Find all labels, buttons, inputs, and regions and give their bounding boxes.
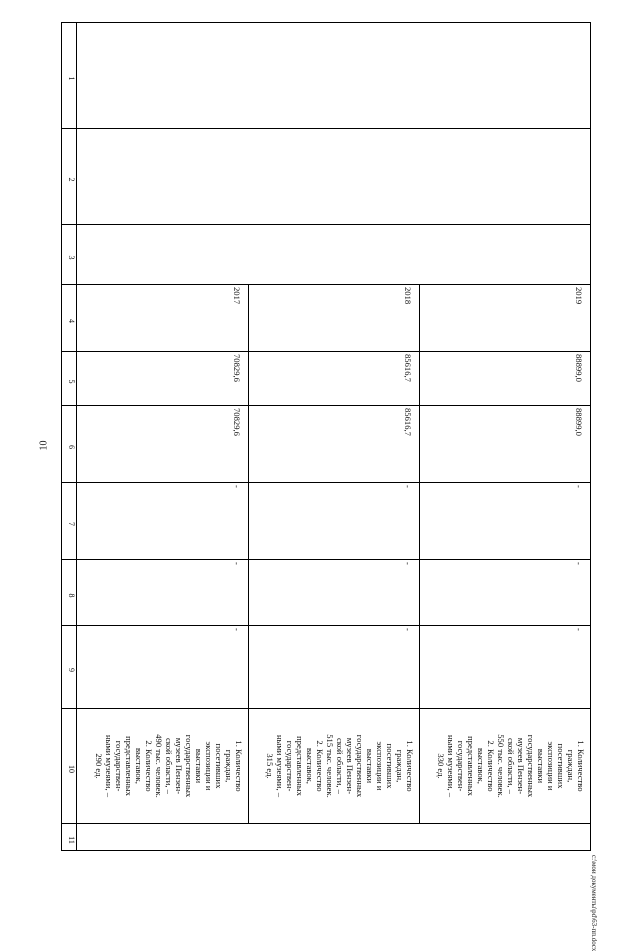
column-7-cell-text: - <box>232 485 242 488</box>
column-9-cell <box>421 628 588 707</box>
funding-total-cell <box>421 354 588 404</box>
table-rule-vertical <box>248 284 249 823</box>
indicator-line: ными музеями, – <box>104 734 114 798</box>
table-rule-horizontal <box>61 284 590 285</box>
indicator-line: ской области, – <box>506 738 516 794</box>
column-7-cell-text: - <box>403 485 413 488</box>
table-rule-horizontal <box>61 128 590 129</box>
indicator-line: выставки <box>536 748 546 784</box>
indicator-line: представленных <box>124 736 134 796</box>
year-cell-text: 2017 <box>232 287 242 305</box>
year-cell <box>78 287 246 350</box>
indicator-line: 1. Количество <box>405 740 415 792</box>
column-number-1-text: 1 <box>67 76 76 81</box>
indicator-line: 490 тыс. человек. <box>154 734 164 798</box>
table-rule-horizontal <box>61 224 590 225</box>
funding-total-cell <box>250 354 417 404</box>
table-rule-horizontal <box>61 351 590 352</box>
indicator-line: выставки <box>194 748 204 784</box>
indicator-line: ными музеями, – <box>446 734 456 798</box>
indicator-line: выставок, <box>134 748 144 784</box>
indicator-line: посетивших <box>556 743 566 789</box>
table-rule-vertical <box>76 22 77 850</box>
indicator-line: государствен- <box>456 740 466 792</box>
column-7-cell <box>78 485 246 558</box>
indicator-line: музеев Пензен- <box>516 737 526 795</box>
funding-total-cell-text: 70829,6 <box>232 354 242 382</box>
column-number-3 <box>62 225 76 284</box>
table-rule-vertical <box>419 284 420 823</box>
file-path-footer: c:\мои документы\pd\63-пп.docx <box>590 855 598 951</box>
column-number-1 <box>62 23 76 128</box>
funding-regional-cell-text: 70829,6 <box>232 408 242 436</box>
indicator-line: 315 ед. <box>265 753 275 779</box>
indicator-line: экспозиции и <box>375 741 385 791</box>
indicator-line: граждан, <box>395 749 405 783</box>
column-9-cell <box>250 628 417 707</box>
year-cell <box>250 287 417 350</box>
indicator-line: государственных <box>184 734 194 798</box>
indicator-cell-text <box>94 710 244 822</box>
indicator-line: граждан, <box>224 749 234 783</box>
column-8-cell-text: - <box>574 562 584 565</box>
column-number-9 <box>62 626 76 708</box>
year-cell-text: 2019 <box>574 287 584 305</box>
indicator-line: государствен- <box>285 740 295 792</box>
funding-regional-cell <box>78 408 246 481</box>
indicator-line: ными музеями, – <box>275 734 285 798</box>
column-8-cell-text: - <box>232 562 242 565</box>
column-number-8-text: 8 <box>67 593 76 598</box>
column-number-4-text: 4 <box>67 319 76 323</box>
table-rule-horizontal <box>61 708 590 709</box>
column-number-7 <box>62 483 76 559</box>
indicator-line: экспозиции и <box>204 741 214 791</box>
indicator-line: экспозиции и <box>546 741 556 791</box>
indicator-line: 2. Количество <box>486 740 496 792</box>
column-number-4 <box>62 285 76 351</box>
column-8-cell <box>421 562 588 624</box>
indicator-line: 1. Количество <box>234 740 244 792</box>
indicator-line: 330 ед. <box>436 753 446 779</box>
indicator-cell-text <box>265 710 415 822</box>
column-7-cell <box>421 485 588 558</box>
indicator-line: посетивших <box>385 743 395 789</box>
indicator-line: ской области, – <box>164 738 174 794</box>
year-cell-text: 2018 <box>403 287 413 305</box>
column-number-2 <box>62 129 76 224</box>
funding-total-cell <box>78 354 246 404</box>
indicator-line: 2. Количество <box>144 740 154 792</box>
indicator-line: выставки <box>365 748 375 784</box>
year-cell <box>421 287 588 350</box>
page-number: 10 <box>38 440 50 451</box>
indicator-cell <box>78 710 246 822</box>
column-number-2-text: 2 <box>67 177 76 182</box>
indicator-line: выставок, <box>476 748 486 784</box>
column-number-10 <box>62 709 76 823</box>
column-9-cell-text: - <box>574 628 584 631</box>
column-number-6-text: 6 <box>67 445 76 449</box>
indicator-line: граждан, <box>566 749 576 783</box>
indicator-line: посетивших <box>214 743 224 789</box>
indicator-line: государственных <box>355 734 365 798</box>
indicator-line: 1. Количество <box>576 740 586 792</box>
indicator-line: музеев Пензен- <box>174 737 184 795</box>
column-9-cell-text: - <box>403 628 413 631</box>
column-9-cell-text: - <box>232 628 242 631</box>
table-rule-horizontal <box>61 850 591 851</box>
column-number-9-text: 9 <box>67 668 76 672</box>
column-8-cell <box>250 562 417 624</box>
table-rule-vertical <box>590 22 591 850</box>
column-number-6 <box>62 406 76 482</box>
column-number-5 <box>62 352 76 405</box>
indicator-cell-text <box>436 710 586 822</box>
indicator-line: 290 ед. <box>94 753 104 779</box>
table-rule-horizontal <box>61 823 590 824</box>
indicator-line: представленных <box>295 736 305 796</box>
funding-total-cell-text: 88899,0 <box>574 354 584 382</box>
column-number-11 <box>62 824 76 850</box>
column-number-11-text: 11 <box>67 836 76 844</box>
indicator-line: ской области, – <box>335 738 345 794</box>
indicator-line: выставок, <box>305 748 315 784</box>
column-7-cell <box>250 485 417 558</box>
funding-regional-cell <box>250 408 417 481</box>
column-8-cell <box>78 562 246 624</box>
column-8-cell-text: - <box>403 562 413 565</box>
column-number-3-text: 3 <box>67 255 76 260</box>
funding-regional-cell-text: 85616,7 <box>403 408 413 436</box>
column-number-10-text: 10 <box>67 765 76 773</box>
indicator-line: 2. Количество <box>315 740 325 792</box>
column-7-cell-text: - <box>574 485 584 488</box>
funding-total-cell-text: 85616,7 <box>403 354 413 382</box>
table-rule-horizontal <box>61 482 590 483</box>
column-number-8 <box>62 560 76 625</box>
indicator-cell <box>421 710 588 822</box>
column-9-cell <box>78 628 246 707</box>
column-number-5-text: 5 <box>67 379 76 384</box>
table-rule-horizontal <box>61 625 590 626</box>
table-rule-horizontal <box>61 22 591 23</box>
table-rule-horizontal <box>61 405 590 406</box>
indicator-cell <box>250 710 417 822</box>
indicator-line: государствен- <box>114 740 124 792</box>
indicator-line: музеев Пензен- <box>345 737 355 795</box>
table-rule-horizontal <box>61 559 590 560</box>
indicator-line: 515 тыс. человек. <box>325 734 335 798</box>
indicator-line: государственных <box>526 734 536 798</box>
funding-regional-cell <box>421 408 588 481</box>
indicator-line: представленных <box>466 736 476 796</box>
funding-regional-cell-text: 88899,0 <box>574 408 584 436</box>
column-number-7-text: 7 <box>67 522 76 526</box>
indicator-line: 550 тыс. человек. <box>496 734 506 798</box>
